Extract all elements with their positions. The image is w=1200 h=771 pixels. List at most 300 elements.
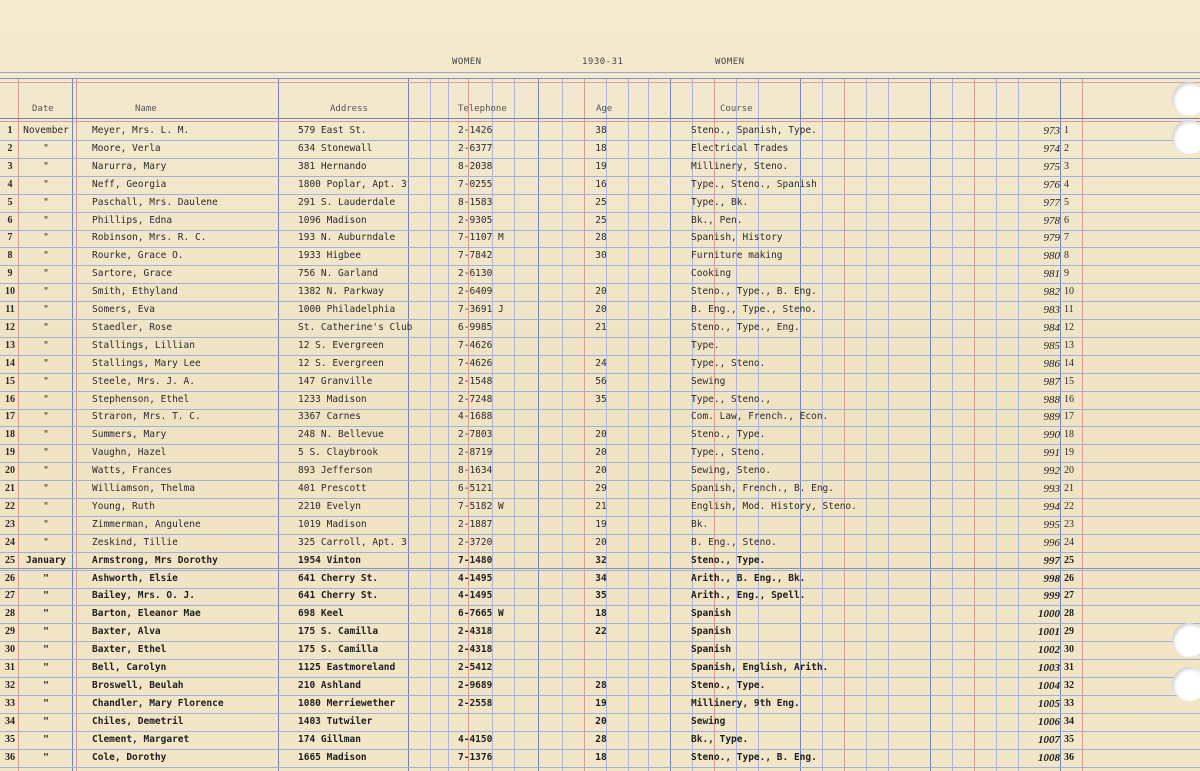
entry-address: 147 Granville <box>298 376 373 387</box>
row-number-right: 12 <box>1064 322 1074 333</box>
entry-telephone: 2-1426 <box>458 125 493 136</box>
entry-register-number: 973 <box>1043 125 1060 137</box>
row-number-right: 2 <box>1064 143 1069 154</box>
entry-date: " <box>43 143 49 154</box>
row-number-right: 36 <box>1064 752 1074 763</box>
entry-register-number: 975 <box>1043 161 1060 173</box>
entry-telephone: 7-5182 W <box>458 501 504 512</box>
entry-course: Com. Law, French., Econ. <box>691 411 829 422</box>
entry-date: " <box>43 662 49 673</box>
entry-course: Bk., Type. <box>691 734 749 745</box>
entry-date: " <box>43 716 49 727</box>
entry-name: Williamson, Thelma <box>92 483 195 494</box>
row-number-right: 6 <box>1064 215 1069 226</box>
entry-telephone: 6-5121 <box>458 483 493 494</box>
row-number-right: 33 <box>1064 698 1074 709</box>
entry-age: 19 <box>595 698 607 709</box>
entry-address: 698 Keel <box>298 608 344 619</box>
entry-course: Type., Steno., Spanish <box>691 179 817 190</box>
row-number: 19 <box>5 447 15 458</box>
entry-course: Sewing, Steno. <box>691 465 772 476</box>
row-number: 20 <box>5 465 15 476</box>
entry-telephone: 2-9689 <box>458 680 493 691</box>
entry-register-number: 989 <box>1043 411 1060 423</box>
entry-telephone: 7-7842 <box>458 250 493 261</box>
entry-date: " <box>43 322 49 333</box>
row-number-right: 17 <box>1064 411 1074 422</box>
row-number: 2 <box>7 143 13 154</box>
entry-name: Ashworth, Elsie <box>92 573 178 584</box>
row-number: 34 <box>5 716 15 727</box>
entry-address: 1096 Madison <box>298 215 367 226</box>
row-number: 4 <box>7 179 13 190</box>
entry-course: Electrical Trades <box>691 143 789 154</box>
entry-date: " <box>43 537 49 548</box>
entry-date: " <box>43 698 49 709</box>
column-header-date: Date <box>32 104 54 114</box>
row-number-right: 9 <box>1064 268 1069 279</box>
entry-address: 1665 Madison <box>298 752 367 763</box>
entry-course: Spanish <box>691 626 732 637</box>
entry-name: Armstrong, Mrs Dorothy <box>92 555 218 566</box>
row-number-right: 4 <box>1064 179 1069 190</box>
row-number: 7 <box>7 232 13 243</box>
entry-telephone: 2-1548 <box>458 376 493 387</box>
entry-date: " <box>43 644 49 655</box>
entry-age: 16 <box>595 179 607 190</box>
table-row <box>0 302 1200 320</box>
entry-name: Summers, Mary <box>92 429 167 440</box>
entry-telephone: 2-6409 <box>458 286 493 297</box>
entry-address: 1000 Philadelphia <box>298 304 396 315</box>
entry-age: 28 <box>595 680 607 691</box>
entry-name: Phillips, Edna <box>92 215 173 226</box>
entry-age: 38 <box>595 125 607 136</box>
entry-name: Robinson, Mrs. R. C. <box>92 232 207 243</box>
header-rule <box>0 82 1200 83</box>
entry-address: 3367 Carnes <box>298 411 361 422</box>
entry-telephone: 4-1688 <box>458 411 493 422</box>
row-number: 9 <box>7 268 13 279</box>
row-number: 22 <box>5 501 15 512</box>
header-rule <box>0 118 1200 119</box>
binder-hole <box>1172 120 1200 154</box>
entry-address: 291 S. Lauderdale <box>298 197 396 208</box>
entry-date: " <box>43 752 49 763</box>
row-number: 24 <box>5 537 15 548</box>
entry-address: 1954 Vinton <box>298 555 361 566</box>
table-row <box>0 284 1200 302</box>
entry-register-number: 982 <box>1043 286 1060 298</box>
binder-hole <box>1172 623 1200 657</box>
table-row <box>0 642 1200 660</box>
row-number: 8 <box>7 250 13 261</box>
entry-date: " <box>43 429 49 440</box>
row-number-right: 24 <box>1064 537 1074 548</box>
entry-address: 174 Gillman <box>298 734 361 745</box>
entry-register-number: 976 <box>1043 179 1060 191</box>
entry-age: 19 <box>595 519 607 530</box>
entry-age: 20 <box>595 429 607 440</box>
entry-register-number: 981 <box>1043 268 1060 280</box>
entry-course: Bk., Pen. <box>691 215 743 226</box>
entry-age: 25 <box>595 197 607 208</box>
entry-age: 20 <box>595 304 607 315</box>
entry-age: 35 <box>595 590 607 601</box>
row-number-right: 5 <box>1064 197 1069 208</box>
entry-name: Stephenson, Ethel <box>92 394 190 405</box>
entry-telephone: 7-1376 <box>458 752 493 763</box>
entry-course: Steno., Type., Eng. <box>691 322 800 333</box>
entry-age: 19 <box>595 161 607 172</box>
entry-date: " <box>43 573 49 584</box>
entry-name: Baxter, Ethel <box>92 644 167 655</box>
entry-date: " <box>43 483 49 494</box>
table-row <box>0 660 1200 678</box>
entry-course: Arith., Eng., Spell. <box>691 590 806 601</box>
entry-age: 56 <box>595 376 607 387</box>
entry-name: Meyer, Mrs. L. M. <box>92 125 190 136</box>
entry-telephone: 2-7248 <box>458 394 493 405</box>
entry-register-number: 983 <box>1043 304 1060 316</box>
entry-course: B. Eng., Type., Steno. <box>691 304 817 315</box>
column-header-name: Name <box>135 104 157 114</box>
entry-register-number: 1000 <box>1038 608 1060 620</box>
entry-course: Steno., Type. <box>691 429 766 440</box>
entry-name: Broswell, Beulah <box>92 680 184 691</box>
table-row <box>0 499 1200 517</box>
row-number-right: 18 <box>1064 429 1074 440</box>
row-number: 3 <box>7 161 13 172</box>
entry-telephone: 7-1107 M <box>458 232 504 243</box>
row-number: 1 <box>7 125 13 136</box>
entry-address: 325 Carroll, Apt. 3 <box>298 537 407 548</box>
entry-telephone: 2-9305 <box>458 215 493 226</box>
entry-name: Cole, Dorothy <box>92 752 167 763</box>
row-number-right: 7 <box>1064 232 1069 243</box>
row-number-right: 11 <box>1064 304 1074 315</box>
entry-course: Spanish, English, Arith. <box>691 662 829 673</box>
row-number: 16 <box>5 394 15 405</box>
table-row <box>0 320 1200 338</box>
entry-course: Furniture making <box>691 250 783 261</box>
entry-age: 22 <box>595 626 607 637</box>
entry-age: 18 <box>595 143 607 154</box>
entry-register-number: 994 <box>1043 501 1060 513</box>
entry-name: Paschall, Mrs. Daulene <box>92 197 218 208</box>
row-number: 15 <box>5 376 15 387</box>
entry-course: Spanish <box>691 608 732 619</box>
entry-register-number: 997 <box>1043 555 1060 567</box>
entry-age: 28 <box>595 232 607 243</box>
entry-course: Spanish, History <box>691 232 783 243</box>
row-number: 14 <box>5 358 15 369</box>
entry-register-number: 988 <box>1043 394 1060 406</box>
entry-register-number: 979 <box>1043 232 1060 244</box>
row-number-right: 14 <box>1064 358 1074 369</box>
entry-course: Steno., Type. <box>691 555 766 566</box>
entry-name: Narurra, Mary <box>92 161 167 172</box>
entry-course: Steno., Spanish, Type. <box>691 125 817 136</box>
entry-name: Bailey, Mrs. O. J. <box>92 590 195 601</box>
row-number: 5 <box>7 197 13 208</box>
row-number-right: 15 <box>1064 376 1074 387</box>
entry-address: 641 Cherry St. <box>298 590 379 601</box>
entry-address: 1080 Merriewether <box>298 698 396 709</box>
entry-name: Stallings, Mary Lee <box>92 358 201 369</box>
table-row <box>0 606 1200 624</box>
row-number: 29 <box>5 626 15 637</box>
row-number: 12 <box>5 322 15 333</box>
entry-age: 20 <box>595 716 607 727</box>
table-row <box>0 535 1200 553</box>
entry-date: " <box>43 465 49 476</box>
header-rule <box>0 72 1200 73</box>
entry-age: 32 <box>595 555 607 566</box>
entry-course: Steno., Type., B. Eng. <box>691 286 817 297</box>
entry-address: 381 Hernando <box>298 161 367 172</box>
entry-address: 248 N. Bellevue <box>298 429 384 440</box>
entry-course: Type., Steno., <box>691 394 772 405</box>
entry-date: " <box>43 394 49 405</box>
entry-telephone: 2-8719 <box>458 447 493 458</box>
entry-telephone: 7-3691 J <box>458 304 504 315</box>
entry-register-number: 980 <box>1043 250 1060 262</box>
entry-name: Steele, Mrs. J. A. <box>92 376 195 387</box>
entry-register-number: 987 <box>1043 376 1060 388</box>
entry-telephone: 2-2558 <box>458 698 493 709</box>
entry-course: Steno., Type., B. Eng. <box>691 752 817 763</box>
table-row <box>0 481 1200 499</box>
entry-address: St. Catherine's Club <box>298 322 413 333</box>
entry-date: November <box>23 125 69 136</box>
entry-telephone: 6-7665 W <box>458 608 504 619</box>
entry-name: Watts, Frances <box>92 465 173 476</box>
entry-telephone: 2-1887 <box>458 519 493 530</box>
table-row <box>0 141 1200 159</box>
entry-register-number: 1005 <box>1038 698 1060 710</box>
entry-register-number: 984 <box>1043 322 1060 334</box>
entry-course: English, Mod. History, Steno. <box>691 501 857 512</box>
entry-register-number: 991 <box>1043 447 1060 459</box>
binder-hole <box>1172 82 1200 116</box>
entry-telephone: 2-7803 <box>458 429 493 440</box>
row-number: 17 <box>5 411 15 422</box>
entry-address: 579 East St. <box>298 125 367 136</box>
entry-name: Moore, Verla <box>92 143 161 154</box>
entry-age: 20 <box>595 447 607 458</box>
entry-telephone: 4-4150 <box>458 734 493 745</box>
entry-telephone: 4-1495 <box>458 590 493 601</box>
row-number-right: 34 <box>1064 716 1074 727</box>
entry-date: " <box>43 680 49 691</box>
entry-date: " <box>43 608 49 619</box>
column-header-address: Address <box>330 104 368 114</box>
entry-name: Zeskind, Tillie <box>92 537 178 548</box>
entry-address: 1233 Madison <box>298 394 367 405</box>
entry-name: Clement, Margaret <box>92 734 190 745</box>
entry-course: Type., Steno. <box>691 447 766 458</box>
entry-name: Rourke, Grace O. <box>92 250 184 261</box>
header-rule <box>0 78 1200 79</box>
entry-age: 18 <box>595 752 607 763</box>
entry-telephone: 6-9985 <box>458 322 493 333</box>
row-number-right: 16 <box>1064 394 1074 405</box>
header-left-label: WOMEN <box>452 57 482 67</box>
entry-register-number: 986 <box>1043 358 1060 370</box>
entry-address: 1800 Poplar, Apt. 3 <box>298 179 407 190</box>
entry-course: Spanish, French., B. Eng. <box>691 483 834 494</box>
row-number: 21 <box>5 483 15 494</box>
row-number: 23 <box>5 519 15 530</box>
entry-name: Neff, Georgia <box>92 179 167 190</box>
row-number-right: 31 <box>1064 662 1074 673</box>
row-number-right: 30 <box>1064 644 1074 655</box>
entry-address: 175 S. Camilla <box>298 626 379 637</box>
entry-register-number: 995 <box>1043 519 1060 531</box>
row-number: 6 <box>7 215 13 226</box>
entry-register-number: 990 <box>1043 429 1060 441</box>
entry-name: Zimmerman, Angulene <box>92 519 201 530</box>
entry-course: Spanish <box>691 644 732 655</box>
table-row <box>0 409 1200 427</box>
entry-course: Sewing <box>691 716 726 727</box>
entry-address: 12 S. Evergreen <box>298 358 384 369</box>
entry-date: " <box>43 340 49 351</box>
entry-date: " <box>43 161 49 172</box>
entry-address: 1019 Madison <box>298 519 367 530</box>
table-row <box>0 195 1200 213</box>
entry-age: 18 <box>595 608 607 619</box>
entry-date: " <box>43 304 49 315</box>
entry-address: 756 N. Garland <box>298 268 379 279</box>
entry-telephone: 8-2038 <box>458 161 493 172</box>
table-row <box>0 356 1200 374</box>
entry-register-number: 1001 <box>1038 626 1060 638</box>
entry-register-number: 977 <box>1043 197 1060 209</box>
row-number: 11 <box>5 304 15 315</box>
row-number-right: 19 <box>1064 447 1074 458</box>
row-number: 26 <box>5 573 15 584</box>
entry-name: Barton, Eleanor Mae <box>92 608 201 619</box>
row-number: 25 <box>5 555 15 566</box>
entry-age: 21 <box>595 501 607 512</box>
entry-date: " <box>43 501 49 512</box>
entry-name: Chiles, Demetril <box>92 716 184 727</box>
entry-course: B. Eng., Steno. <box>691 537 777 548</box>
entry-name: Vaughn, Hazel <box>92 447 167 458</box>
entry-course: Steno., Type. <box>691 680 766 691</box>
entry-telephone: 7-1480 <box>458 555 493 566</box>
entry-date: " <box>43 215 49 226</box>
row-number-right: 10 <box>1064 286 1074 297</box>
entry-date: " <box>43 232 49 243</box>
table-row <box>0 248 1200 266</box>
table-row <box>0 696 1200 714</box>
row-number: 13 <box>5 340 15 351</box>
entry-register-number: 1008 <box>1038 752 1060 764</box>
entry-address: 1403 Tutwiler <box>298 716 373 727</box>
entry-address: 193 N. Auburndale <box>298 232 396 243</box>
entry-telephone: 7-0255 <box>458 179 493 190</box>
row-number-right: 29 <box>1064 626 1074 637</box>
entry-date: " <box>43 447 49 458</box>
row-number-right: 35 <box>1064 734 1074 745</box>
entry-telephone: 2-5412 <box>458 662 493 673</box>
column-header-age: Age <box>596 104 613 114</box>
binder-hole <box>1172 667 1200 701</box>
entry-course: Cooking <box>691 268 732 279</box>
entry-register-number: 985 <box>1043 340 1060 352</box>
row-number: 18 <box>5 429 15 440</box>
table-row <box>0 678 1200 696</box>
row-rule <box>0 767 1200 768</box>
row-number: 32 <box>5 680 15 691</box>
entry-telephone: 2-4318 <box>458 626 493 637</box>
entry-name: Somers, Eva <box>92 304 155 315</box>
entry-age: 20 <box>595 465 607 476</box>
table-row <box>0 588 1200 606</box>
table-row <box>0 624 1200 642</box>
row-number: 27 <box>5 590 15 601</box>
header-right-label: WOMEN <box>715 57 745 67</box>
entry-register-number: 996 <box>1043 537 1060 549</box>
entry-course: Type., Bk. <box>691 197 749 208</box>
entry-telephone: 7-4626 <box>458 340 493 351</box>
entry-address: 2210 Evelyn <box>298 501 361 512</box>
entry-course: Millinery, 9th Eng. <box>691 698 800 709</box>
row-number-right: 26 <box>1064 573 1074 584</box>
entry-date: " <box>43 250 49 261</box>
entry-address: 634 Stonewall <box>298 143 373 154</box>
entry-age: 30 <box>595 250 607 261</box>
entry-register-number: 974 <box>1043 143 1060 155</box>
entry-name: Sartore, Grace <box>92 268 173 279</box>
entry-address: 12 S. Evergreen <box>298 340 384 351</box>
entry-register-number: 1003 <box>1038 662 1060 674</box>
row-number-right: 27 <box>1064 590 1074 601</box>
row-number-right: 22 <box>1064 501 1074 512</box>
entry-address: 401 Prescott <box>298 483 367 494</box>
column-header-telephone: Telephone <box>458 104 507 114</box>
entry-address: 893 Jefferson <box>298 465 373 476</box>
entry-age: 20 <box>595 537 607 548</box>
column-header-course: Course <box>720 104 753 114</box>
table-row <box>0 230 1200 248</box>
row-number-right: 23 <box>1064 519 1074 530</box>
entry-address: 210 Ashland <box>298 680 361 691</box>
row-number-right: 21 <box>1064 483 1074 494</box>
entry-name: Straron, Mrs. T. C. <box>92 411 201 422</box>
entry-telephone: 8-1634 <box>458 465 493 476</box>
row-number: 35 <box>5 734 15 745</box>
row-number: 31 <box>5 662 15 673</box>
entry-telephone: 2-3720 <box>458 537 493 548</box>
row-number-right: 8 <box>1064 250 1069 261</box>
row-number-right: 3 <box>1064 161 1069 172</box>
entry-address: 1382 N. Parkway <box>298 286 384 297</box>
entry-course: Millinery, Steno. <box>691 161 789 172</box>
entry-course: Type., Steno. <box>691 358 766 369</box>
entry-date: " <box>43 358 49 369</box>
entry-address: 1933 Higbee <box>298 250 361 261</box>
entry-address: 641 Cherry St. <box>298 573 379 584</box>
entry-date: " <box>43 376 49 387</box>
entry-register-number: 998 <box>1043 573 1060 585</box>
row-number: 28 <box>5 608 15 619</box>
entry-age: 25 <box>595 215 607 226</box>
entry-age: 28 <box>595 734 607 745</box>
